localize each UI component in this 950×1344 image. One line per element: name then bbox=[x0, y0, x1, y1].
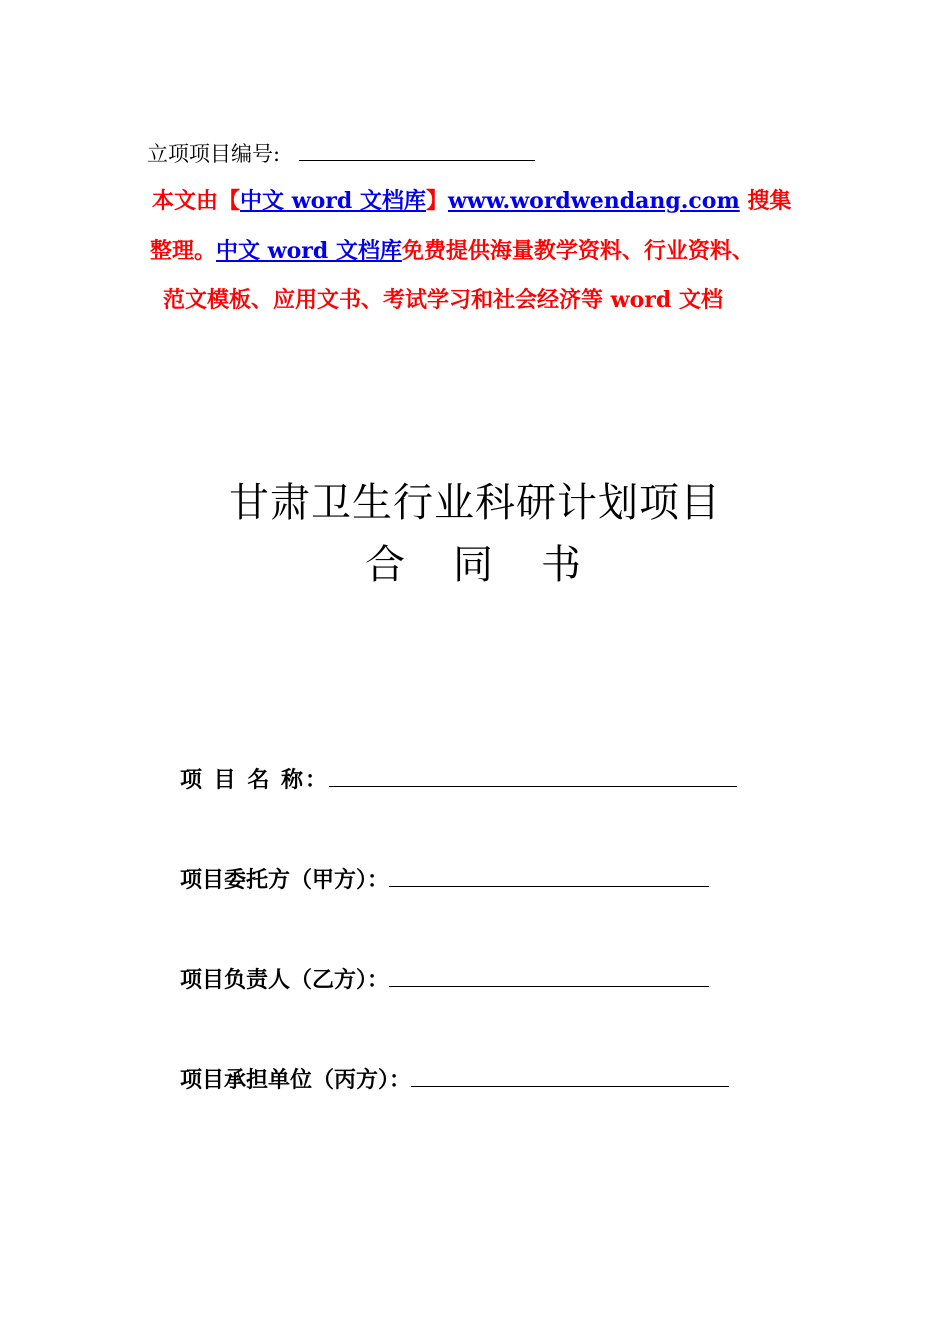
project-number-label: 立项项目编号: bbox=[147, 142, 281, 166]
field-undertaker bbox=[180, 1064, 729, 1096]
notice-line2-prefix: 整理。 bbox=[150, 238, 217, 264]
field-client bbox=[180, 864, 709, 896]
project-number-row bbox=[147, 138, 535, 170]
wordlib-link[interactable]: 中文 word 文档库 bbox=[240, 188, 426, 214]
field-project-name-label: 项 目 名 称： bbox=[180, 767, 329, 793]
field-leader-label: 项目负责人（乙方）： bbox=[180, 967, 390, 993]
field-client-label: 项目委托方（甲方）： bbox=[180, 867, 390, 893]
notice-line3-text: 范文模板、应用文书、考试学习和社会经济等 word 文档 bbox=[163, 287, 723, 313]
field-leader bbox=[180, 964, 709, 996]
wordlib-link-2[interactable]: 中文 word 文档库 bbox=[216, 238, 402, 264]
notice-line1-suffix: 搜集 bbox=[739, 188, 792, 214]
field-leader-blank[interactable] bbox=[389, 964, 709, 987]
notice-line2-suffix: 免费提供海量教学资料、行业资料、 bbox=[401, 238, 754, 264]
field-client-blank[interactable] bbox=[389, 864, 709, 887]
notice-line-2 bbox=[150, 236, 754, 266]
project-number-blank[interactable] bbox=[299, 138, 535, 161]
notice-line-3 bbox=[163, 285, 723, 315]
document-subtitle: 合 同 书 bbox=[365, 542, 585, 588]
notice-bracket-open: 【 bbox=[218, 188, 241, 214]
field-undertaker-label: 项目承担单位（丙方）： bbox=[180, 1067, 412, 1093]
field-undertaker-blank[interactable] bbox=[411, 1064, 729, 1087]
notice-line1-prefix: 本文由 bbox=[152, 188, 219, 214]
field-project-name bbox=[180, 764, 737, 796]
document-title: 甘肃卫生行业科研计划项目 bbox=[229, 480, 721, 526]
field-project-name-blank[interactable] bbox=[329, 764, 737, 787]
notice-bracket-close: 】 bbox=[425, 188, 448, 214]
notice-line-1 bbox=[152, 186, 791, 216]
website-link[interactable]: www.wordwendang.com bbox=[447, 188, 740, 214]
